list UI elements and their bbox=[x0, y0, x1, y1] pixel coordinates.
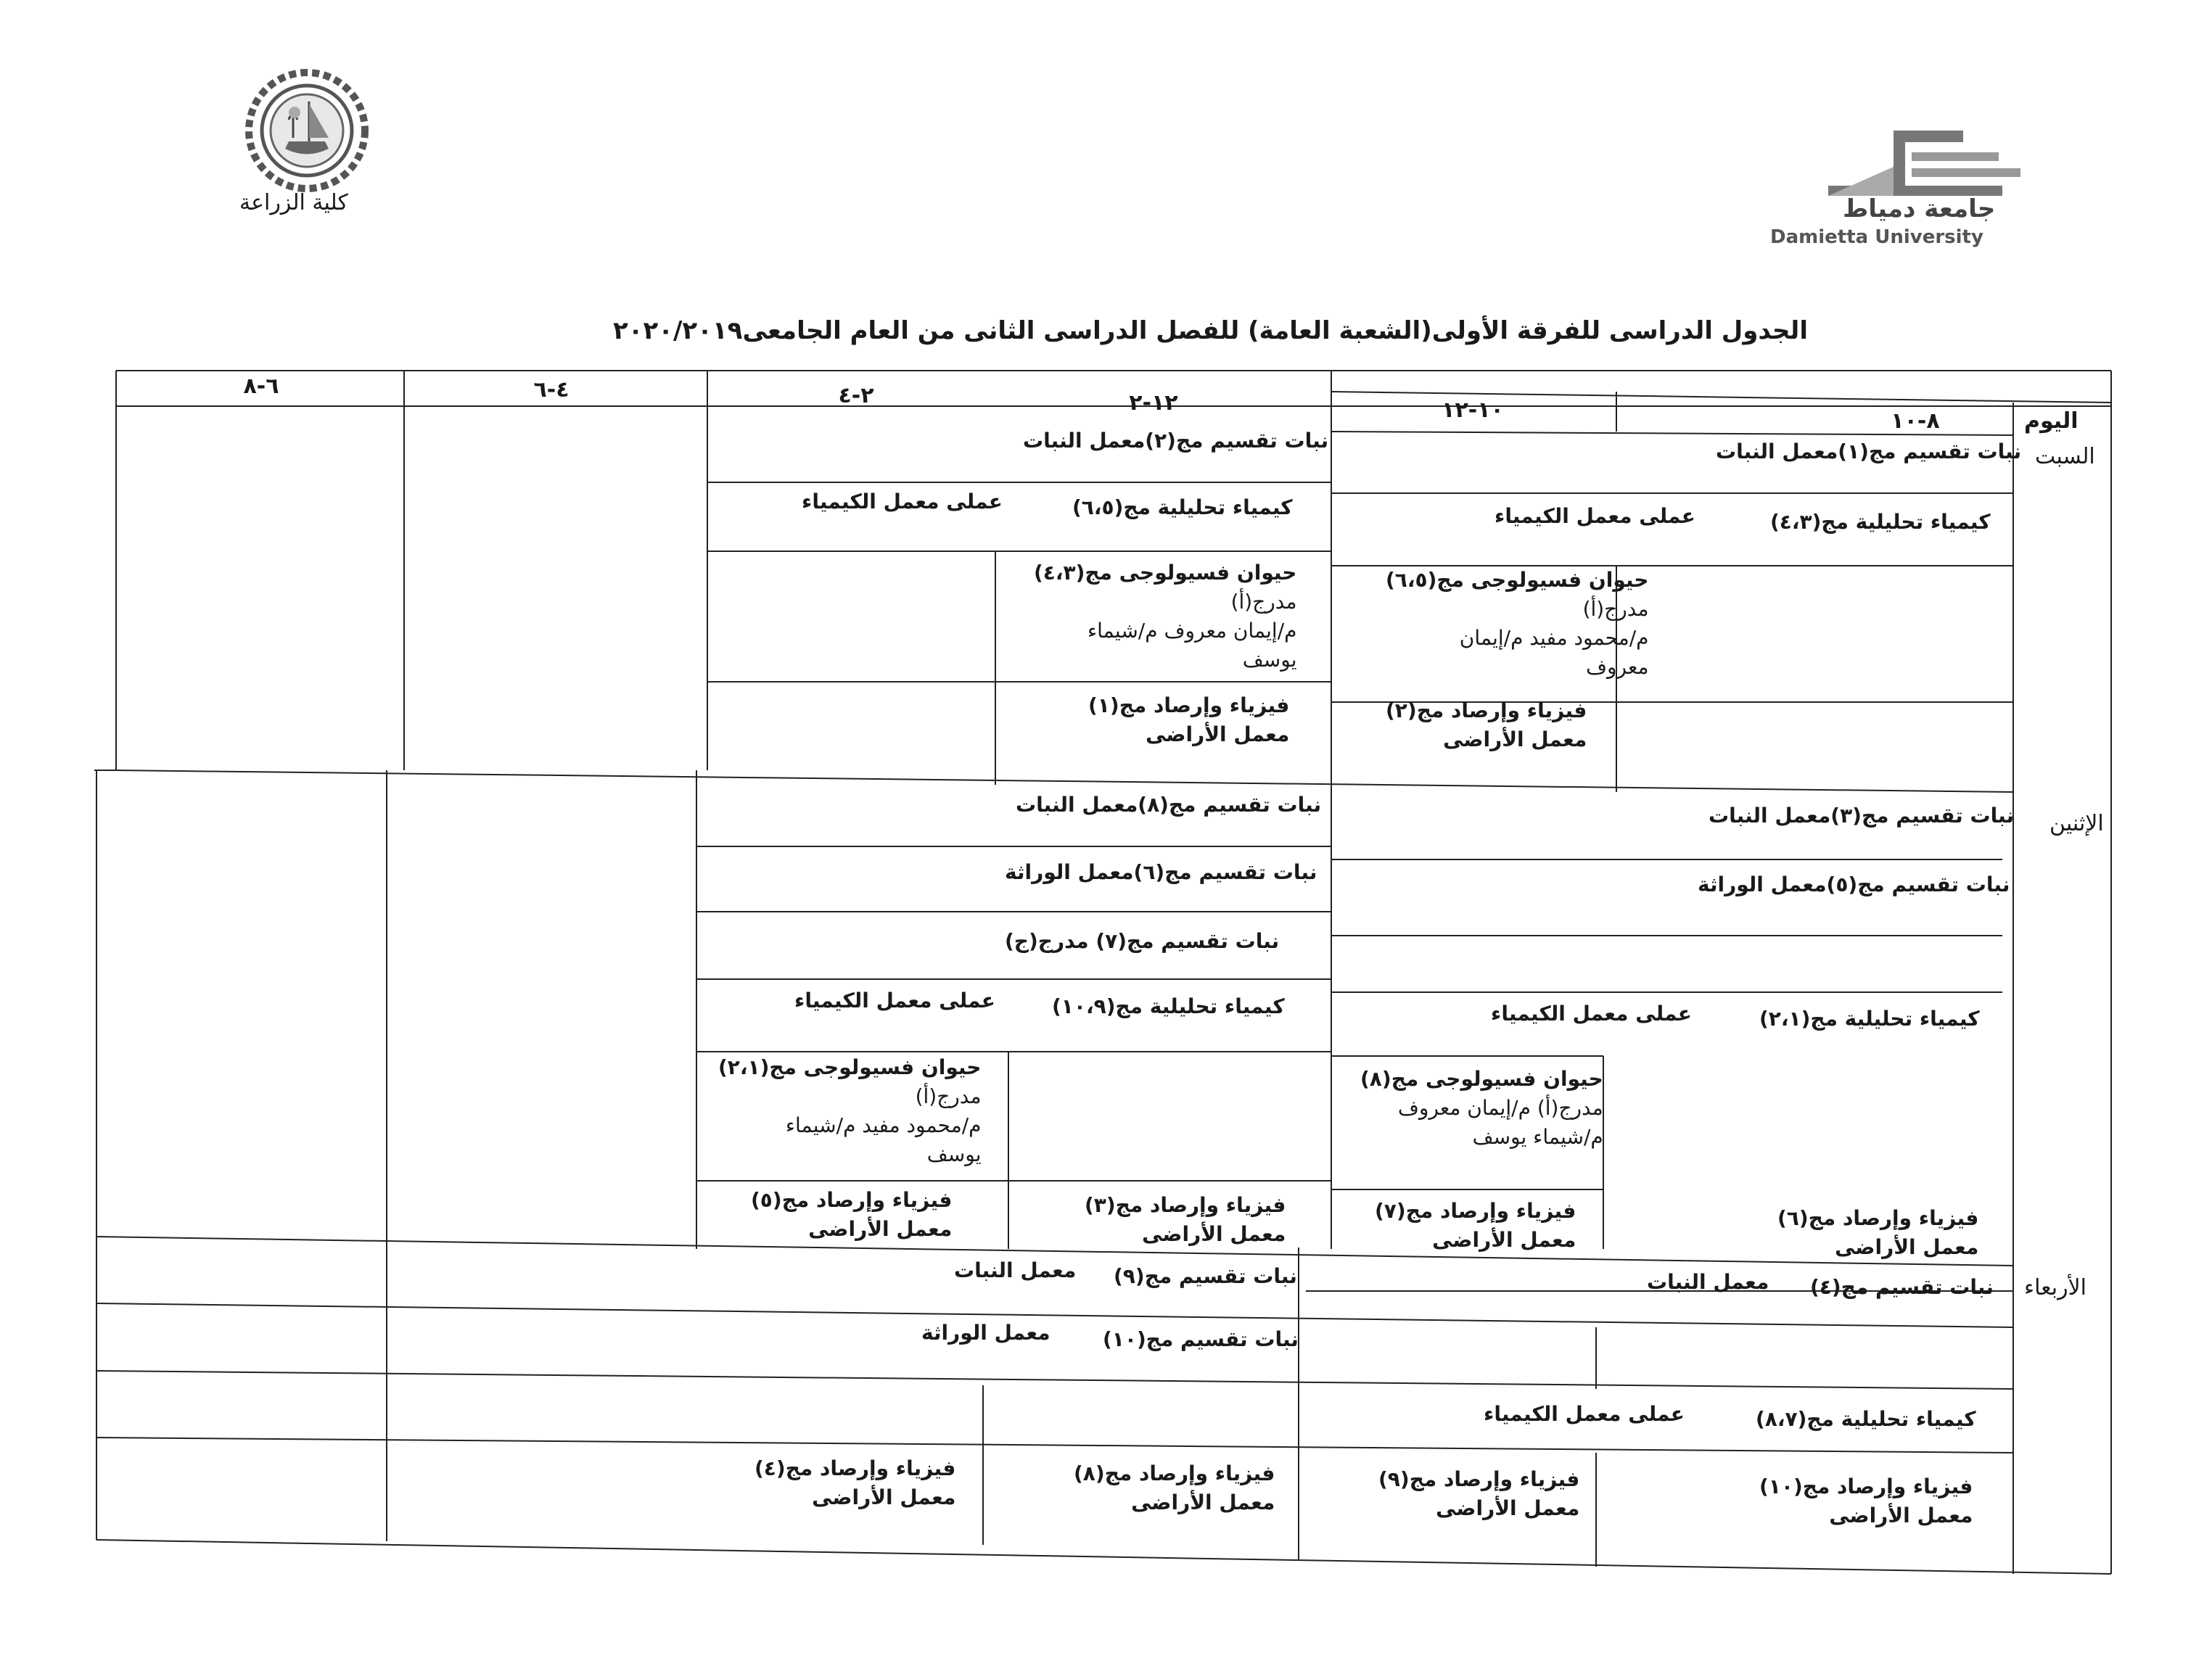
column-header-day: اليوم bbox=[2024, 408, 2079, 434]
day-monday: الإثنين bbox=[2049, 811, 2104, 836]
mon-botany-group-7: نبات تقسيم مج(٧) مدرج(ج) bbox=[1005, 929, 1280, 953]
mon-botany-group-8: نبات تقسيم مج(٨)معمل النبات bbox=[1016, 793, 1322, 817]
sat-zoology-groups-5-6: حيوان فسيولوجى مج(٦،٥) مدرج(أ) م/محمود مفيد م/إيمان معروف bbox=[1386, 568, 1649, 679]
wed-chemistry-lab: عملى معمل الكيمياء bbox=[1484, 1402, 1685, 1426]
column-header-8-10: ٨-١٠ bbox=[1891, 408, 1940, 434]
wed-physics-group-9: فيزياء وإرصاد مج(٩) معمل الأراضى bbox=[1378, 1467, 1580, 1520]
column-header-6-8: ٦-٨ bbox=[243, 374, 279, 399]
mon-chemistry-groups-9-10: كيمياء تحليلية مج(١٠،٩) bbox=[1052, 994, 1285, 1018]
sat-chemistry-groups-5-6: كيمياء تحليلية مج(٦،٥) bbox=[1072, 495, 1293, 519]
mon-physics-group-7: فيزياء وإرصاد مج(٧) معمل الأراضى bbox=[1375, 1199, 1576, 1252]
mon-physics-group-5: فيزياء وإرصاد مج(٥) معمل الأراضى bbox=[751, 1188, 953, 1241]
sat-chemistry-lab-a: عملى معمل الكيمياء bbox=[1494, 504, 1695, 528]
day-wednesday: الأربعاء bbox=[2024, 1275, 2087, 1300]
sat-botany-group-1: نبات تقسيم مج(١)معمل النبات bbox=[1716, 440, 2022, 463]
wed-botany-lab-a: معمل النبات bbox=[1647, 1270, 1769, 1294]
mon-zoology-groups-1-2: حيوان فسيولوجى مج(٢،١) مدرج(أ) م/محمود مفيد م/شيماء يوسف bbox=[718, 1055, 982, 1166]
mon-botany-group-6: نبات تقسيم مج(٦)معمل الوراثة bbox=[1005, 860, 1317, 884]
wed-botany-group-4: نبات تقسيم مج(٤) bbox=[1810, 1275, 1994, 1299]
mon-chemistry-lab-a: عملى معمل الكيمياء bbox=[1491, 1002, 1692, 1026]
wed-botany-group-10: نبات تقسيم مج(١٠) bbox=[1103, 1327, 1299, 1351]
wed-botany-group-9: نبات تقسيم مج(٩) bbox=[1114, 1264, 1297, 1288]
day-saturday: السبت bbox=[2035, 444, 2095, 469]
sat-chemistry-groups-3-4: كيمياء تحليلية مج(٤،٣) bbox=[1770, 510, 1991, 534]
mon-botany-group-5: نبات تقسيم مج(٥)معمل الوراثة bbox=[1698, 873, 2010, 896]
page-title: الجدول الدراسى للفرقة الأولى(الشعبة العامة) للفصل الدراسى الثانى من العام الجامعى٢٠٢٠/٢٠١٩ bbox=[613, 316, 1808, 345]
wed-physics-group-10: فيزياء وإرصاد مج(١٠) معمل الأراضى bbox=[1759, 1475, 1973, 1527]
university-name-english: Damietta University bbox=[1770, 226, 1983, 248]
wed-physics-group-4: فيزياء وإرصاد مج(٤) معمل الأراضى bbox=[755, 1456, 956, 1509]
sat-physics-group-1: فيزياء وإرصاد مج(١) معمل الأراضى bbox=[1088, 693, 1290, 746]
wed-physics-group-8: فيزياء وإرصاد مج(٨) معمل الأراضى bbox=[1074, 1461, 1275, 1514]
mon-physics-group-3: فيزياء وإرصاد مج(٣) معمل الأراضى bbox=[1085, 1193, 1286, 1246]
wed-genetics-lab: معمل الوراثة bbox=[921, 1321, 1051, 1345]
column-header-2-4: ٢-٤ bbox=[838, 383, 874, 408]
university-name-arabic: جامعة دمياط bbox=[1843, 194, 1996, 223]
mon-botany-group-3: نبات تقسيم مج(٣)معمل النبات bbox=[1709, 804, 2015, 828]
mon-zoology-group-8: حيوان فسيولوجى مج(٨) مدرج(أ) م/إيمان معروف م/شيماء يوسف bbox=[1360, 1067, 1603, 1149]
sat-zoology-groups-3-4: حيوان فسيولوجى مج(٤،٣) مدرج(أ) م/إيمان معروف م/شيماء يوسف bbox=[1034, 561, 1297, 672]
sat-chemistry-lab-b: عملى معمل الكيمياء bbox=[802, 490, 1003, 514]
faculty-name: كلية الزراعة bbox=[239, 190, 348, 215]
sat-physics-group-2: فيزياء وإرصاد مج(٢) معمل الأراضى bbox=[1386, 698, 1587, 751]
wed-chemistry-groups-7-8: كيمياء تحليلية مج(٨،٧) bbox=[1756, 1407, 1976, 1431]
mon-chemistry-lab-b: عملى معمل الكيمياء bbox=[794, 989, 995, 1013]
column-header-10-12: ١٠-١٢ bbox=[1442, 397, 1504, 423]
wed-botany-lab-b: معمل النبات bbox=[954, 1258, 1077, 1282]
sat-botany-group-2: نبات تقسيم مج(٢)معمل النبات bbox=[1023, 429, 1329, 453]
column-header-12-2: ١٢-٢ bbox=[1129, 390, 1178, 416]
column-header-4-6: ٤-٦ bbox=[533, 377, 570, 403]
mon-physics-group-6: فيزياء وإرصاد مج(٦) معمل الأراضى bbox=[1777, 1206, 1979, 1259]
mon-chemistry-groups-1-2: كيمياء تحليلية مج(٢،١) bbox=[1759, 1007, 1980, 1031]
